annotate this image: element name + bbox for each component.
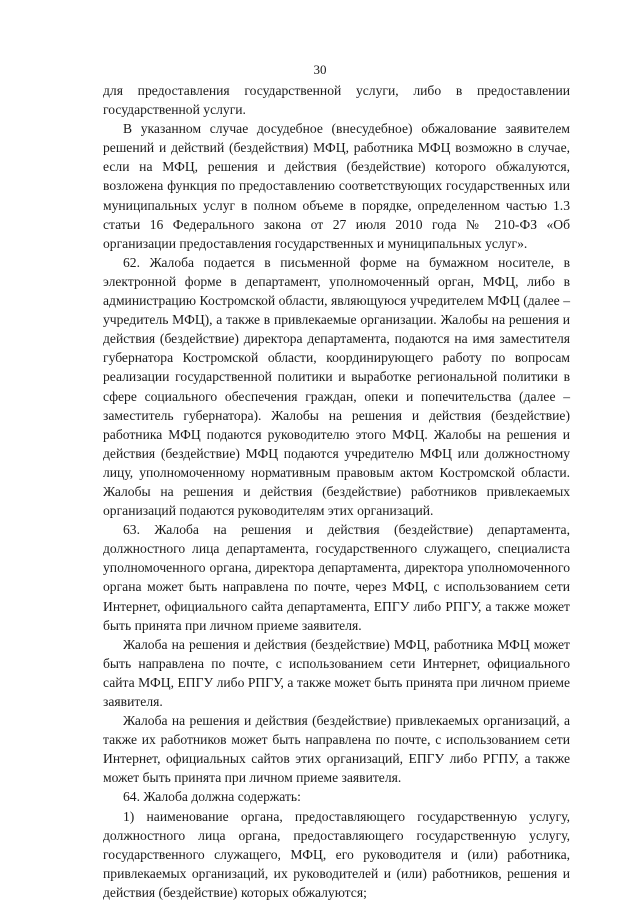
paragraph-item-64: 64. Жалоба должна содержать: bbox=[123, 789, 301, 805]
paragraph-item-63-mfc: Жалоба на решения и действия (бездействие) МФЦ, работника МФЦ может быть направлена по почте, с использованием сети Интернет, официального сайта МФЦ, ЕПГУ либо РПГУ, а также может быть принята при личном приеме заявителя. bbox=[103, 636, 570, 709]
paragraph-item-62: 62. Жалоба подается в письменной форме на бумажном носителе, в электронной форме в департамент, уполномоченный орган, МФЦ, либо в администрацию Костромской области, являющуюся учредителем МФЦ (далее – учредитель МФЦ), а также в привлекаемые организации. Жалобы на решения и действия (бездействие) директора департамента, подаются на имя заместителя губернатора Костромской области, координирующего работу по вопросам реализации государственной политики и выработке региональной политики в сфере социального обеспечения граждан, опеки и попечительства (далее – заместитель губернатора). Жалобы на решения и действия (бездействие) работника МФЦ подаются руководителю этого МФЦ. Жалобы на решения и действия (бездействие) МФЦ подаются учредителю МФЦ или должностному лицу, уполномоченному нормативным правовым актом Костромской области. Жалобы на решения и действия (бездействие) работников привлекаемых организаций подаются руководителям этих организаций. bbox=[103, 254, 570, 519]
paragraph-item-64-1: 1) наименование органа, предоставляющего государственную услугу, должностного лица органа, предоставляющего государственную услугу, государственного служащего, МФЦ, его руководителя и (или) работника, привлекаемых организаций, их руководителей и (или) работников, решения и действия (бездействие) которых обжалуются; bbox=[103, 808, 570, 900]
document-body bbox=[103, 81, 570, 902]
paragraph-continuation: для предоставления государственной услуги, либо в предоставлении государственной услуги. bbox=[103, 83, 570, 118]
page-number: 30 bbox=[313, 62, 327, 77]
paragraph-item-63-orgs: Жалоба на решения и действия (бездействие) привлекаемых организаций, а также их работников может быть направлена по почте, с использованием сети Интернет, официальных сайтов этих организаций, ЕПГУ либо РГПУ, а также может быть принята при личном приеме заявителя. bbox=[103, 713, 570, 786]
paragraph-item-63: 63. Жалоба на решения и действия (бездействие) департамента, должностного лица департамента, государственного служащего, специалиста уполномоченного органа, директора департамента, директора уполномоченного органа может быть направлена по почте, через МФЦ, с использованием сети Интернет, официального сайта департамента, ЕПГУ либо РПГУ, а также может быть принята при личном приеме заявителя. bbox=[103, 522, 570, 633]
paragraph-pretrial-appeal: В указанном случае досудебное (внесудебное) обжалование заявителем решений и действий (бездействия) МФЦ, работника МФЦ возможно в случае, если на МФЦ, решения и действия (бездействие) которого обжалуются, возложена функция по предоставлению соответствующих государственных или муниципальных услуг в полном объеме в порядке, определенном частью 1.3 статьи 16 Федерального закона от 27 июля 2010 года № 210-ФЗ «Об организации предоставления государственных и муниципальных услуг». bbox=[103, 121, 570, 251]
